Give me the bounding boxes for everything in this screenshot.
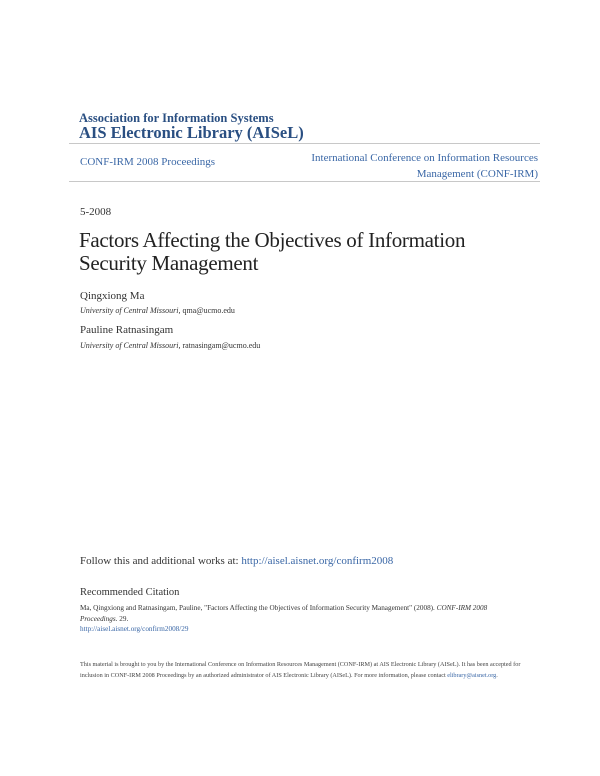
footer-end: .	[496, 672, 498, 679]
author-email: ratnasingam@ucmo.edu	[182, 341, 261, 350]
author-affiliation: University of Central Missouri, ratnasingam@ucmo.edu	[80, 341, 261, 350]
citation-text: Ma, Qingxiong and Ratnasingam, Pauline, "Factors Affecting the Objectives of Information Security Management" (2008).	[80, 604, 437, 612]
citation-proceedings: CONF-IRM 2008 Proceedings	[80, 604, 488, 623]
citation-tail: . 29.	[115, 614, 129, 623]
author-email: qma@ucmo.edu	[182, 306, 235, 315]
organization-name: Association for Information Systems	[79, 111, 274, 125]
paper-title: Factors Affecting the Objectives of Information Security Management	[79, 228, 466, 275]
affiliation-text: University of Central Missouri	[80, 306, 179, 315]
recommended-citation-heading: Recommended Citation	[80, 587, 180, 598]
follow-line	[80, 555, 393, 567]
publication-date: 5-2008	[80, 206, 112, 218]
author-name: Pauline Ratnasingam	[80, 324, 174, 336]
conference-link[interactable]: International Conference on Information Resources Management (CONF-IRM)	[311, 152, 538, 180]
library-name: AIS Electronic Library (AISeL)	[79, 123, 304, 142]
bottom-divider	[69, 181, 540, 182]
affiliation-text: University of Central Missouri	[80, 341, 179, 350]
top-divider	[69, 143, 540, 144]
contact-email-link[interactable]: elibrary@aisnet.org	[447, 672, 497, 679]
collection-link[interactable]: http://aisel.aisnet.org/confirm2008	[241, 555, 394, 567]
proceedings-link[interactable]: CONF-IRM 2008 Proceedings	[80, 156, 216, 168]
citation-block	[80, 603, 525, 635]
citation-link[interactable]: http://aisel.aisnet.org/confirm2008/29	[80, 625, 189, 633]
follow-text: Follow this and additional works at:	[80, 555, 242, 567]
author-affiliation: University of Central Missouri, qma@ucmo.edu	[80, 306, 235, 315]
footer-note	[80, 659, 525, 681]
author-name: Qingxiong Ma	[80, 290, 145, 302]
footer-text: This material is brought to you by the International Conference on Information Resources Management (CONF-IRM) at AIS Electronic Library (AISeL). It has been accepted for inclusion in CONF-IRM 2008 Proceedings by an authorized administrator of AIS Electronic Library (AISeL). For more information, please contact	[80, 661, 521, 679]
